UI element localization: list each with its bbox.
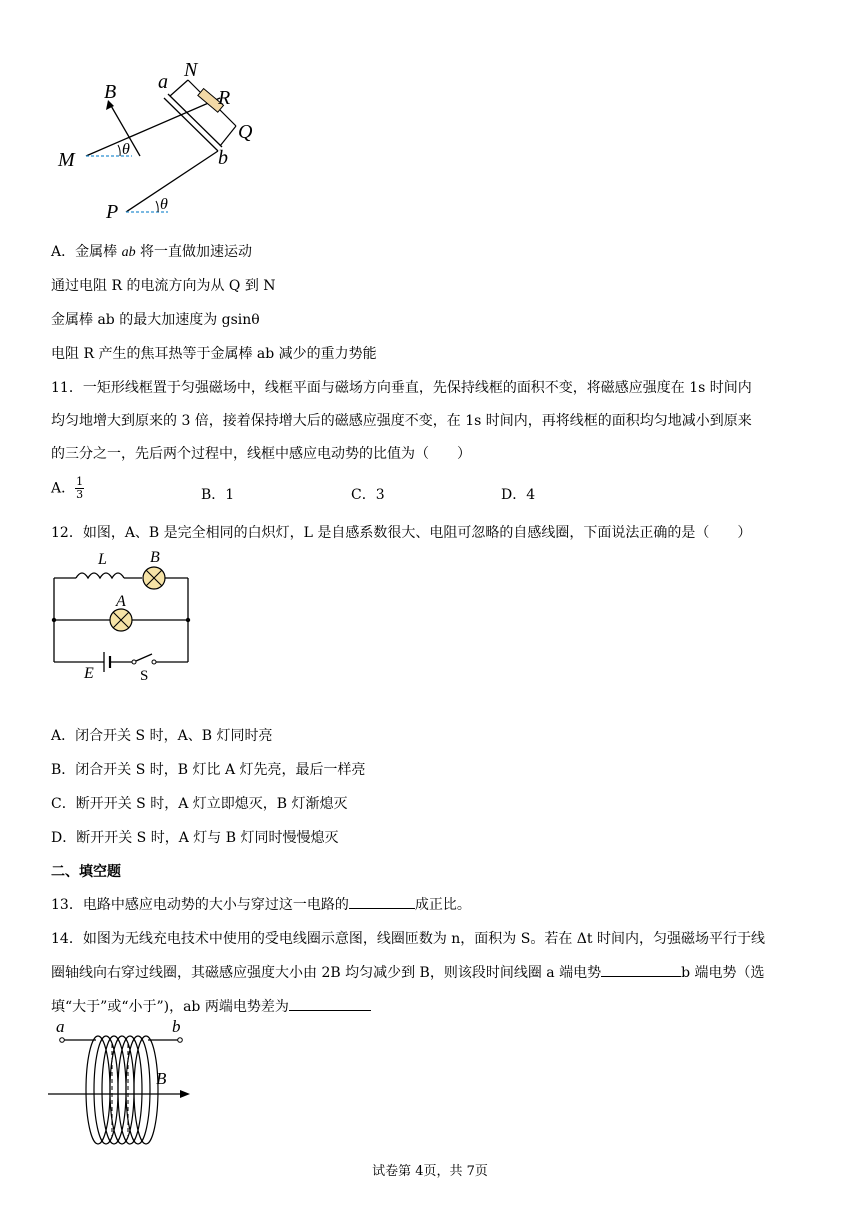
- q11-option-a: A． $\frac{1}{3}$: [51, 475, 84, 501]
- q13-answer-blank[interactable]: [349, 894, 415, 909]
- q12-option-d: D．断开开关 S 时，A 灯与 B 灯同时慢慢熄灭: [51, 830, 339, 846]
- section-title: 二、填空题: [51, 864, 121, 880]
- q11-stem-line-2: 均匀地增大到原来的 3 倍，接着保持增大后的磁感应强度不变，在 1s 时间内，再将线框的面积均匀地减小到原来: [51, 413, 752, 429]
- coil-label-B: B: [156, 1069, 167, 1088]
- q14-stem-line-2: 圈轴线向右穿过线圈，其磁感应强度大小由 2B 均匀减少到 B，则该段时间线圈 a 端电势 b 端电势（选: [51, 962, 765, 982]
- circuit-label-S: S: [140, 668, 149, 684]
- page-footer: 试卷第 4页，共 7页: [372, 1164, 488, 1179]
- q14-answer-blank-2[interactable]: [289, 996, 371, 1011]
- coil-label-b: b: [172, 1018, 181, 1036]
- q11-stem-line-3: 的三分之一，先后两个过程中，线框中感应电动势的比值为（ ）: [51, 446, 471, 462]
- label-N: N: [184, 59, 198, 81]
- label-B: B: [104, 81, 117, 103]
- label-R: R: [218, 87, 231, 109]
- q12-option-b: B．闭合开关 S 时，B 灯比 A 灯先亮，最后一样亮: [51, 762, 366, 778]
- q13-stem: 13．电路中感应电动势的大小与穿过这一电路的 成正比。: [51, 894, 471, 914]
- circuit-label-B: B: [150, 549, 160, 566]
- q14-stem-line-3: 填“大于”或“小于”)，ab 两端电势差为: [51, 996, 371, 1016]
- circuit-figure: [44, 548, 204, 684]
- q14-answer-blank-1[interactable]: [601, 962, 681, 977]
- q12-option-c: C．断开开关 S 时，A 灯立即熄灭，B 灯渐熄灭: [51, 796, 348, 812]
- fraction-one-third: $\frac{1}{3}$: [76, 475, 84, 501]
- label-theta-2: θ: [160, 196, 168, 213]
- circuit-label-A: A: [116, 593, 126, 610]
- q11-option-d: D．4: [501, 487, 536, 503]
- coil-figure: [48, 1018, 198, 1150]
- coil-label-a: a: [56, 1018, 65, 1036]
- label-theta-1: θ: [122, 141, 130, 158]
- q10-option-b: 通过电阻 R 的电流方向为从 Q 到 N: [51, 278, 276, 294]
- q12-option-a: A．闭合开关 S 时，A、B 灯同时亮: [51, 728, 273, 744]
- q10-option-d: 电阻 R 产生的焦耳热等于金属棒 ab 减少的重力势能: [51, 346, 377, 362]
- label-M: M: [58, 149, 75, 171]
- circuit-label-L: L: [98, 551, 107, 568]
- inclined-rails-figure: [50, 58, 280, 228]
- q10-option-c: 金属棒 ab 的最大加速度为 gsinθ: [51, 312, 260, 328]
- q11-option-c: C．3: [351, 487, 385, 503]
- circuit-label-E: E: [84, 665, 94, 682]
- q10-option-a: A．金属棒 ab 将一直做加速运动: [51, 244, 253, 260]
- label-b: b: [218, 147, 228, 169]
- q12-stem: 12．如图，A、B 是完全相同的白炽灯，L 是自感系数很大、电阻可忽略的自感线圈，下面说法正确的是（ ）: [51, 525, 752, 541]
- q11-option-b: B．1: [201, 487, 235, 503]
- q14-stem-line-1: 14．如图为无线充电技术中使用的受电线圈示意图，线圈匝数为 n，面积为 S。若在 Δt 时间内，匀强磁场平行于线: [51, 931, 765, 947]
- label-Q: Q: [238, 121, 253, 143]
- label-P: P: [106, 201, 119, 223]
- q11-stem-line-1: 11．一矩形线框置于匀强磁场中，线框平面与磁场方向垂直，先保持线框的面积不变，将磁感应强度在 1s 时间内: [51, 380, 752, 396]
- label-a: a: [158, 71, 168, 93]
